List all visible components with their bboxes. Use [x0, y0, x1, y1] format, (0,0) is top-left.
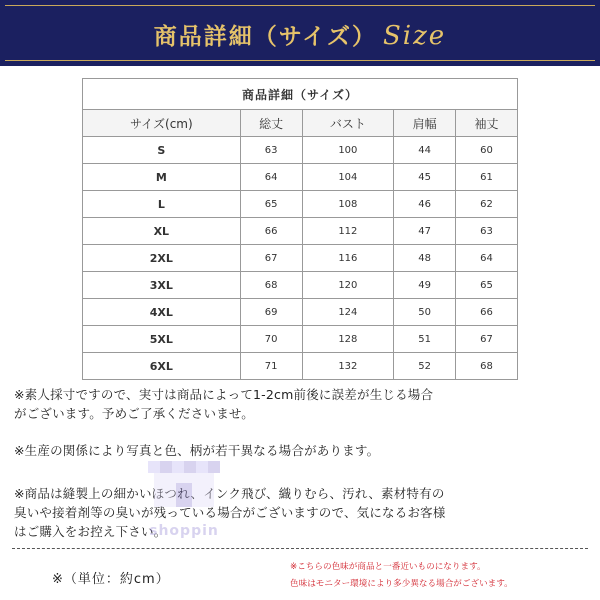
title-banner: [0, 0, 600, 66]
cell-size-label: 2XL: [83, 245, 241, 272]
table-row: [83, 245, 518, 272]
cell-bust-value: 120: [302, 272, 394, 299]
cell-length-value: 71: [240, 353, 302, 380]
table-header-row: [83, 110, 518, 137]
cell-bust-value: 108: [302, 191, 394, 218]
header-sleeve: 袖丈: [456, 110, 518, 137]
cell-sleeve-value: 60: [456, 137, 518, 164]
cell-bust-value: 116: [302, 245, 394, 272]
table-row: [83, 218, 518, 245]
cell-shoulder-value: 45: [394, 164, 456, 191]
cell-bust-value: 132: [302, 353, 394, 380]
cell-shoulder-value: 52: [394, 353, 456, 380]
watermark-text: shoppin: [149, 523, 219, 539]
header-length: 総丈: [240, 110, 302, 137]
cell-sleeve-value: 65: [456, 272, 518, 299]
color-note-1: ※こちらの色味が商品と一番近いものになります。: [290, 562, 486, 572]
cell-bust-value: 112: [302, 218, 394, 245]
cell-size-label: XL: [83, 218, 241, 245]
size-table: [82, 78, 518, 380]
cell-shoulder-value: 51: [394, 326, 456, 353]
header-shoulder: 肩幅: [394, 110, 456, 137]
cell-sleeve-value: 67: [456, 326, 518, 353]
cell-size-label: 3XL: [83, 272, 241, 299]
cell-size-label: M: [83, 164, 241, 191]
cell-size-label: 4XL: [83, 299, 241, 326]
cell-sleeve-value: 61: [456, 164, 518, 191]
cell-length-value: 64: [240, 164, 302, 191]
cell-length-value: 67: [240, 245, 302, 272]
cell-sleeve-value: 66: [456, 299, 518, 326]
cell-sleeve-value: 68: [456, 353, 518, 380]
banner-title-jp: 商品詳細（サイズ）: [153, 24, 377, 50]
cell-size-label: S: [83, 137, 241, 164]
footer-divider: [12, 548, 588, 549]
cell-sleeve-value: 63: [456, 218, 518, 245]
table-row: [83, 272, 518, 299]
banner-title-en: Size: [382, 21, 447, 51]
cell-shoulder-value: 48: [394, 245, 456, 272]
color-note-2: 色味はモニター環境により多少異なる場合がございます。: [290, 579, 513, 589]
cell-length-value: 70: [240, 326, 302, 353]
note-product-defects: ※商品は縫製上の細かいほつれ、インク飛び、織りむら、汚れ、素材特有の 臭いや接着剤等の臭いが残っている場合がございますので、気になるお客様 はご購入をお控え下さい。: [14, 486, 446, 539]
cell-length-value: 66: [240, 218, 302, 245]
cell-shoulder-value: 46: [394, 191, 456, 218]
cell-shoulder-value: 44: [394, 137, 456, 164]
cell-shoulder-value: 49: [394, 272, 456, 299]
cell-size-label: L: [83, 191, 241, 218]
note-measurement-error: ※素人採寸ですので、実寸は商品によって1-2cm前後に誤差が生じる場合 がございます。予めご了承くださいませ。: [14, 387, 434, 421]
cell-bust-value: 124: [302, 299, 394, 326]
table-row: [83, 326, 518, 353]
cell-sleeve-value: 64: [456, 245, 518, 272]
unit-note: ※（単位：約cm）: [52, 572, 170, 587]
table-caption: 商品詳細（サイズ）: [83, 79, 518, 110]
banner-title: [0, 18, 600, 51]
table-row: [83, 137, 518, 164]
table-row: [83, 191, 518, 218]
cell-size-label: 5XL: [83, 326, 241, 353]
cell-shoulder-value: 50: [394, 299, 456, 326]
cell-shoulder-value: 47: [394, 218, 456, 245]
cell-length-value: 63: [240, 137, 302, 164]
cell-bust-value: 104: [302, 164, 394, 191]
cell-length-value: 68: [240, 272, 302, 299]
table-row: [83, 299, 518, 326]
table-row: [83, 164, 518, 191]
header-bust: バスト: [302, 110, 394, 137]
cell-sleeve-value: 62: [456, 191, 518, 218]
header-size: サイズ(cm): [83, 110, 241, 137]
cell-size-label: 6XL: [83, 353, 241, 380]
cell-length-value: 65: [240, 191, 302, 218]
cell-length-value: 69: [240, 299, 302, 326]
cell-bust-value: 100: [302, 137, 394, 164]
cell-bust-value: 128: [302, 326, 394, 353]
table-row: [83, 353, 518, 380]
note-color-difference: ※生産の関係により写真と色、柄が若干異なる場合があります。: [14, 443, 380, 458]
